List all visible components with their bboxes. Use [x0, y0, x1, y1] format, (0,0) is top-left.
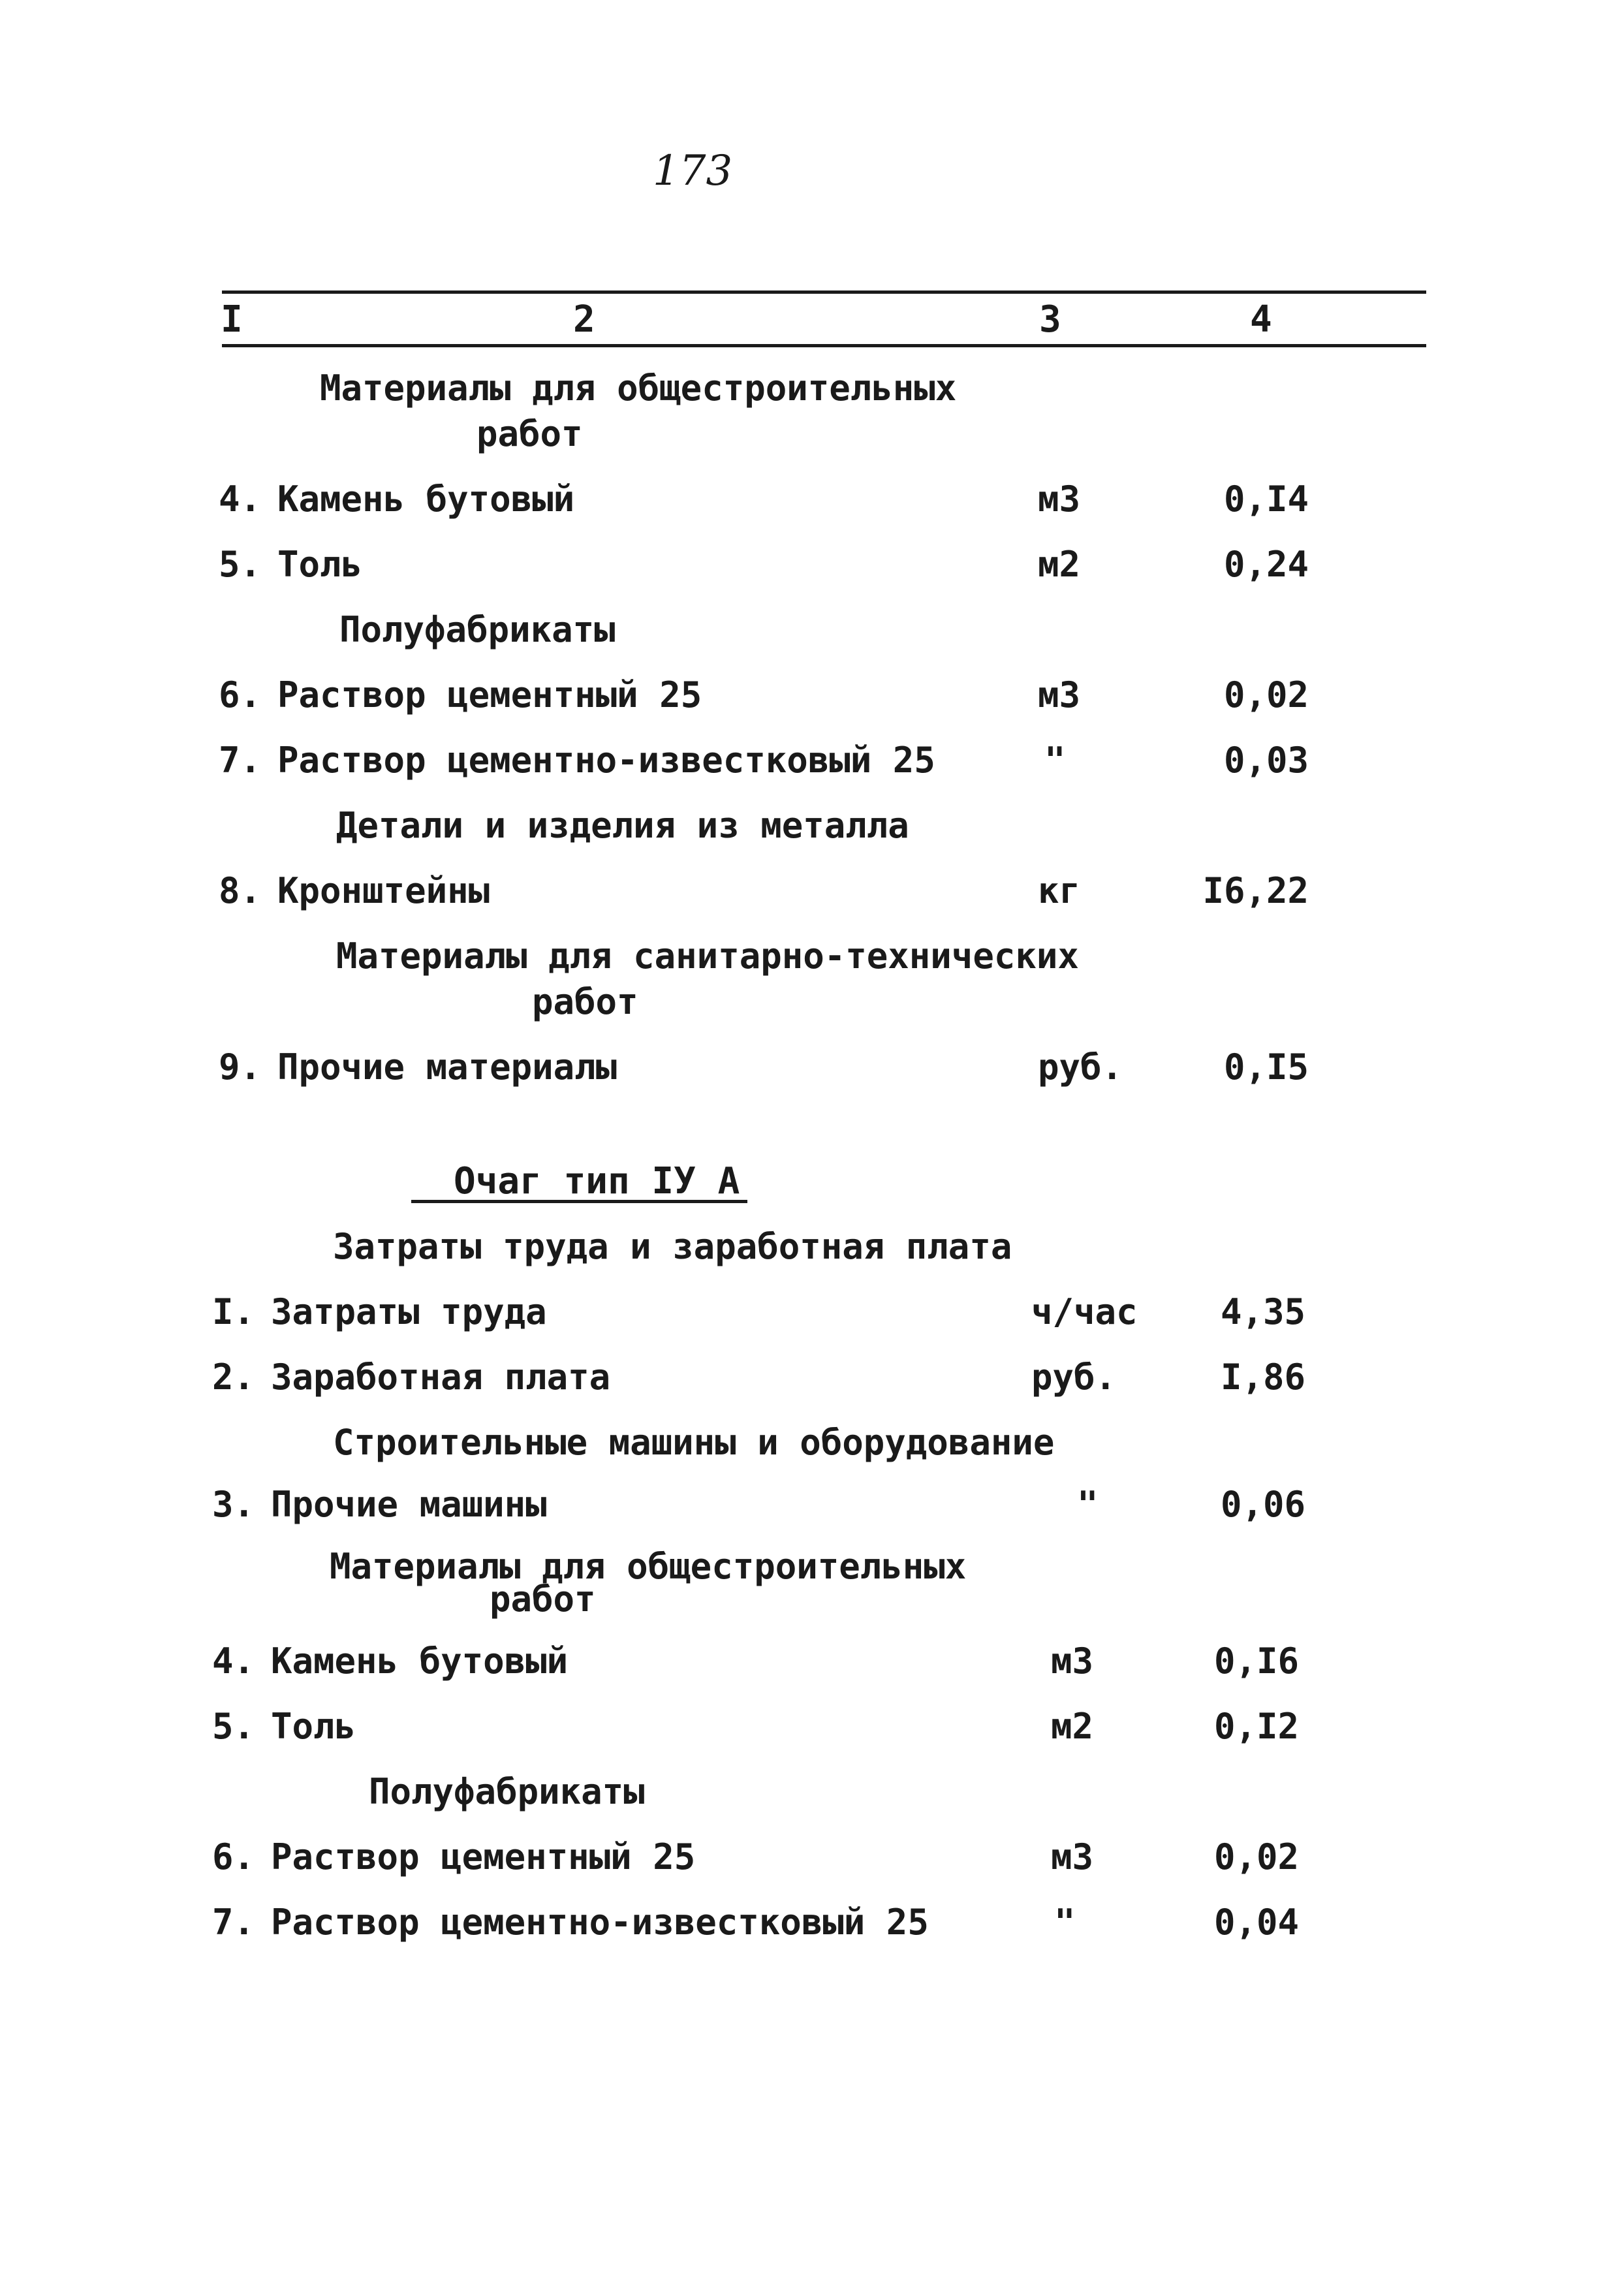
section-title-materials-line1: Материалы для общестроительных [330, 1546, 967, 1587]
row-name: Затраты труда [271, 1291, 547, 1332]
row-number: 5. [219, 544, 262, 585]
table-row [0, 1704, 1624, 1750]
section-title-materials-line2: работ [490, 1578, 596, 1620]
row-number: 9. [219, 1046, 262, 1088]
table-row [0, 672, 1624, 718]
table-row [0, 477, 1624, 522]
row-value: 0,02 [1223, 674, 1309, 715]
row-unit: м2 [1051, 1706, 1094, 1747]
row-number: 6. [219, 674, 262, 715]
row-unit: руб. [1038, 1046, 1123, 1088]
section-title-sanitary-line2: работ [532, 981, 638, 1022]
row-value: 4,35 [1220, 1291, 1305, 1332]
row-unit: руб. [1031, 1357, 1117, 1398]
row-number: 8. [219, 870, 262, 911]
row-value: 0,04 [1213, 1902, 1299, 1943]
block-title: Очаг тип IУ А [454, 1160, 740, 1202]
section-title-labor: Затраты труда и заработная плата [333, 1226, 1012, 1267]
row-name: Раствор цементно-известковый 25 [271, 1902, 929, 1943]
section-title-machines: Строительные машины и оборудование [333, 1422, 1055, 1463]
row-value: I6,22 [1202, 870, 1309, 911]
row-name: Прочие машины [271, 1484, 547, 1525]
row-number: 6. [212, 1836, 255, 1877]
row-unit: кг [1038, 870, 1081, 911]
row-unit: " [1077, 1484, 1099, 1525]
row-value: I,86 [1220, 1357, 1305, 1398]
row-name: Толь [277, 544, 363, 585]
row-number: 7. [212, 1902, 255, 1943]
table-row [0, 1834, 1624, 1880]
row-number: 4. [212, 1641, 255, 1682]
row-name: Раствор цементный 25 [271, 1836, 696, 1877]
row-name: Камень бутовый [277, 479, 575, 520]
row-unit: ч/час [1031, 1291, 1138, 1332]
row-name: Камень бутовый [271, 1641, 569, 1682]
section-title-materials-line1: Материалы для общестроительных [320, 368, 957, 409]
page-number: 173 [653, 147, 733, 195]
row-unit: " [1054, 1902, 1076, 1943]
row-name: Кронштейны [277, 870, 490, 911]
table-row [0, 1289, 1624, 1335]
row-unit: м3 [1051, 1836, 1094, 1877]
table-top-rule [222, 290, 1426, 294]
row-unit: м3 [1038, 674, 1081, 715]
table-header-bottom-rule [222, 344, 1426, 347]
row-value: 0,24 [1223, 544, 1309, 585]
table-row [0, 542, 1624, 588]
table-row [0, 1355, 1624, 1400]
row-number: 5. [212, 1706, 255, 1747]
row-unit: м3 [1051, 1641, 1094, 1682]
section-title-semi-products: Полуфабрикаты [339, 609, 616, 650]
header-col-2: 2 [573, 298, 595, 341]
row-name: Раствор цементный 25 [277, 674, 702, 715]
row-unit: " [1044, 740, 1066, 781]
table-row [0, 868, 1624, 914]
header-col-4: 4 [1250, 298, 1272, 341]
row-value: 0,06 [1220, 1484, 1305, 1525]
row-name: Раствор цементно-известковый 25 [277, 740, 935, 781]
row-number: I. [212, 1291, 255, 1332]
section-title-sanitary-line1: Материалы для санитарно-технических [336, 935, 1079, 977]
table-row [0, 1900, 1624, 1945]
row-value: 0,I4 [1223, 479, 1309, 520]
row-value: 0,I2 [1213, 1706, 1299, 1747]
row-number: 3. [212, 1484, 255, 1525]
row-number: 2. [212, 1357, 255, 1398]
block-title-underline [411, 1200, 747, 1203]
row-number: 4. [219, 479, 262, 520]
row-number: 7. [219, 740, 262, 781]
table-row [0, 1482, 1624, 1528]
header-col-3: 3 [1039, 298, 1061, 341]
row-unit: м3 [1038, 479, 1081, 520]
section-title-semi-products: Полуфабрикаты [369, 1771, 645, 1812]
row-name: Толь [271, 1706, 356, 1747]
table-row [0, 1639, 1624, 1684]
header-col-1: I [221, 298, 243, 341]
row-value: 0,I6 [1213, 1641, 1299, 1682]
row-value: 0,03 [1223, 740, 1309, 781]
row-name: Заработная плата [271, 1357, 611, 1398]
section-title-materials-line2: работ [476, 413, 583, 454]
row-unit: м2 [1038, 544, 1081, 585]
table-row [0, 738, 1624, 783]
table-row [0, 1044, 1624, 1090]
section-title-metal-parts: Детали и изделия из металла [336, 805, 909, 846]
row-value: 0,02 [1213, 1836, 1299, 1877]
row-name: Прочие материалы [277, 1046, 617, 1088]
row-value: 0,I5 [1223, 1046, 1309, 1088]
